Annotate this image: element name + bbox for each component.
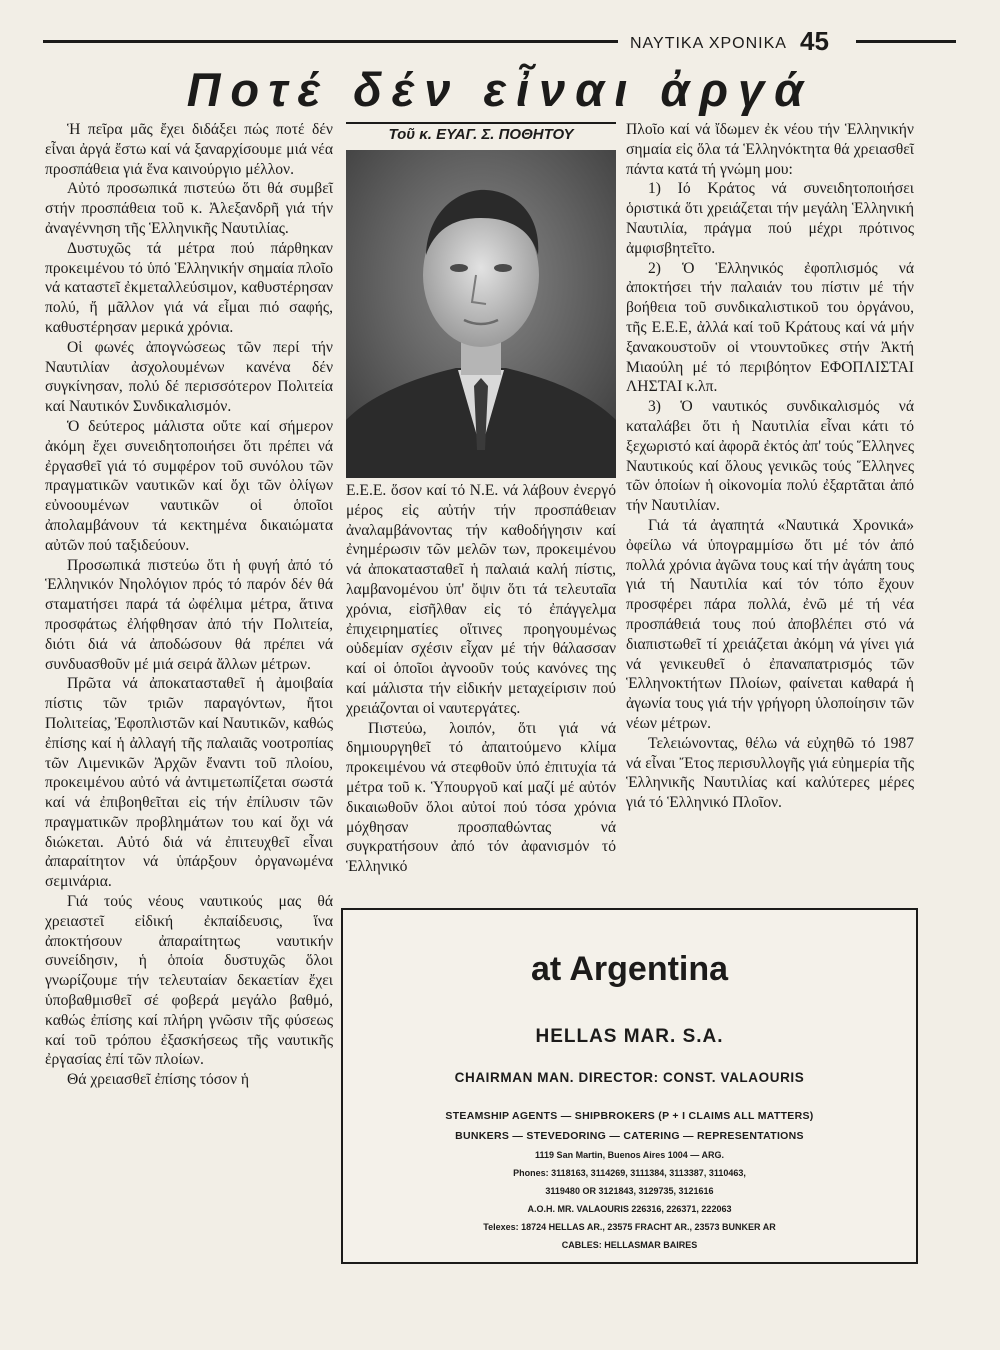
ad-phones-line-2: 3119480 OR 3121843, 3129735, 3121616: [545, 1186, 714, 1196]
ad-cables: CABLES: HELLASMAR BAIRES: [561, 1240, 698, 1250]
article-column-1: [45, 120, 333, 1090]
ad-phones-line-1: Phones: 3118163, 3114269, 3111384, 3113387, 3110463,: [513, 1168, 746, 1178]
ad-services-line-1: STEAMSHIP AGENTS — SHIPBROKERS (P + I CLAIMS ALL MATTERS): [445, 1110, 814, 1122]
author-photo: [346, 150, 616, 478]
header-rule-right: [856, 40, 956, 43]
paragraph: 2) Ὁ Ἑλληνικός ἐφοπλισμός νά ἀποκτήσει τήν παλαιάν του πίστιν μέ τήν βοήθεια τοῦ συνδικαλιστικοῦ του ὀργάνου, τῆς Ε.Ε.Ε, ἀλλά καί τοῦ Κράτους καί νά μήν ξανακουστοῦν οἱ ντουντοῦκες στήν Ἀκτή Μιαούλη μέ τό περιβόητον ΕΦΟΠΛΙΣΤΑΙ ΛΗΣΤΑΙ κ.λπ.: [626, 259, 914, 396]
paragraph: Πιστεύω, λοιπόν, ὅτι γιά νά δημιουργηθεῖ τό ἀπαιτούμενο κλίμα προκειμένου νά στεφθοῦν ὑπό ἐπιτυχία τά μέτρα τοῦ κ. Ὑπουργοῦ καί μαζί μέ αὐτόν δικαιωθοῦν ὅλοι αὐτοί πού τόσα χρόνια μόχθησαν προσπαθώντας νά συγκρατήσουν ἀπό τόν ἀφανισμόν τό Ἑλληνικό: [346, 719, 616, 876]
paragraph: Ε.Ε.Ε. ὅσον καί τό Ν.Ε. νά λάβουν ἐνεργό μέρος εἰς αὐτήν τήν προσπάθειαν ἀναλαμβάνοντας τήν καθοδήγησιν καί ἐνημέρωσιν τῶν μελῶν των, προκειμένου νά ἀποκατασταθεῖ ἡ παλαιά καλή πίστις, λαμβανομένου ὑπ' ὄψιν ὅτι τά τελευταῖα χρόνια, εἰσῆλθαν εἰς τό ἐπάγγελμα ἐπιχειρηματίες οἵτινες προηγουμένως οὐδεμίαν σχέσιν εἶχαν μέ τήν θάλασσαν καί οἱ ὁποῖοι ἀγνοοῦν τούς κανόνες της καί μάλιστα τήν εἰδικήν μεταχείρισιν πού χρειάζονται οἱ ναυτεργάτες.: [346, 482, 616, 717]
paragraph: Δυστυχῶς τά μέτρα πού πάρθηκαν προκειμένου τό ὑπό Ἑλληνικήν σημαία πλοῖο νά καταστεῖ ἐκμεταλλεύσιμον, καθυστέρησαν πολύ, ἤ μᾶλλον γιά νά εἶμαι πιό σαφής, καθυστέρησαν μερικά χρόνια.: [45, 239, 333, 336]
ad-services-line-2: BUNKERS — STEVEDORING — CATERING — REPRESENTATIONS: [455, 1130, 804, 1142]
paragraph: Γιά τά ἀγαπητά «Ναυτικά Χρονικά» ὀφείλω νά ὑπογραμμίσω ὅτι μέ τόν ἀπό πολλά χρόνια ἀγῶνα τους καί τήν ἀγάπη τους γιά τή Ναυτιλία καί τόν τόπο ἔχουν προσφέρει πάρα πολλά, ἐνῶ μέ τή νέα προσπάθειά τους πού ἀποβλέπει στό νά διαπιστωθεῖ τί χρειάζεται ἀκόμη νά γίνει γιά νά γενικευθεῖ ὁ ἐπαναπατρισμός τῶν Ἑλληνοκτήτων Πλοίων, φαίνεται καθαρά ἡ ἀγωνία τους γιά τήν γρήγορη ὑλοποίησιν τῶν νέων μέτρων.: [626, 516, 914, 732]
paragraph: Πρῶτα νά ἀποκατασταθεῖ ἡ ἀμοιβαία πίστις τῶν τριῶν παραγόντων, ἤτοι Πολιτείας, Ἐφοπλιστῶν καί Ναυτικῶν, καθώς ἐπίσης καί ἡ ἀλλαγή τῆς παλαιᾶς νοοτροπίας τῶν Λιμενικῶν Ἀρχῶν ἔναντι τοῦ πλοίου, προκειμένου αὐτό νά ἀντιμετωπίζεται σωστά καί νά ἐπιβοηθεῖται εἰς τήν ἐπίλυσιν τῶν πραγματικῶν προβλημάτων του καί ὄχι νά διώκεται. Αὐτό διά νά ἐπιτευχθεῖ εἶναι ἀπαραίτητον νά ὑπάρξουν ὀργανωμένα σεμινάρια.: [45, 675, 333, 891]
byline: Τοῦ κ. ΕΥΑΓ. Σ. ΠΟΘΗΤΟΥ: [346, 122, 616, 146]
article-column-2: [346, 481, 616, 877]
paragraph: 3) Ὁ ναυτικός συνδικαλισμός νά καταλάβει ὅτι ἡ Ναυτιλία εἶναι κάτι τό ξεχωριστό καί ἀφορᾶ ἐκτός ἀπ' τούς Ἕλληνες Ναυτικούς καί ὅλους γενικῶς τούς Ἕλληνες τῶν ὁποίων ἡ οἰκονομία πολύ ἐξαρτᾶται ἀπό τήν Ναυτιλίαν.: [626, 398, 914, 515]
paragraph: Οἱ φωνές ἀπογνώσεως τῶν περί τήν Ναυτιλίαν ἀσχολουμένων κανένα δέν συγκίνησαν, πολύ δέ περισσότερον Πολιτεία καί Ναυτικόν Συνδικαλισμόν.: [45, 338, 333, 416]
paragraph: Πλοῖο καί νά ἴδωμεν ἐκ νέου τήν Ἑλληνικήν σημαία εἰς ὅλα τά Ἑλληνόκτητα θά χρειασθεῖ πάντα κατά τή γνώμη μου:: [626, 121, 914, 178]
paragraph: Ὁ δεύτερος μάλιστα οὔτε καί σήμερον ἀκόμη ἔχει συνειδητοποιήσει ὅτι πρέπει νά ἐργασθεῖ γιά τό συμφέρον τοῦ συνόλου τῶν πραγματικῶν ναυτικῶν καί ὄχι τῶν ὀλίγων εὐνοουμένων ναυτικῶν οἱ ὁποῖοι ἀπολαμβάνουν τά κεκτημένα δικαιώματα αὐτῶν πού ταξιδεύουν.: [45, 417, 333, 554]
ad-telexes: Telexes: 18724 HELLAS AR., 23575 FRACHT AR., 23573 BUNKER AR: [483, 1222, 776, 1232]
ad-aoh: A.O.H. MR. VALAOURIS 226316, 226371, 222063: [527, 1204, 732, 1214]
ad-headline: at Argentina: [530, 950, 729, 988]
author-portrait-image: [346, 150, 616, 478]
paragraph: Προσωπικά πιστεύω ὅτι ἡ φυγή ἀπό τό Ἑλληνικόν Νηολόγιον πρός τό παρόν δέν θά σταματήσει παρά τά ὠφέλιμα μέτρα, ἅτινα προσφάτως ἐλήφθησαν ἀπό τήν Πολιτεία, διότι διά νά ἀποδώσουν θά πρέπει νά συνδυασθοῦν μέ μιά σειρά ἄλλων μέτρων.: [45, 556, 333, 673]
paragraph: Αὐτό προσωπικά πιστεύω ὅτι θά συμβεῖ στήν προσπάθεια τοῦ κ. Ἀλεξανδρῆ γιά τήν ἀναγέννηση τῆς Ἑλληνικῆς Ναυτιλίας.: [45, 180, 333, 237]
article-title: Ποτέ δέν εἶναι ἀργά: [186, 63, 814, 116]
page-number: 45: [800, 26, 829, 56]
paragraph: Γιά τούς νέους ναυτικούς μας θά χρειαστεῖ εἰδική ἐκπαίδευσις, ἵνα ἀποκτήσουν ἀπαραίτητως ναυτικήν συνείδησιν, ἡ ὁποία δυστυχῶς ὅλοι γνωρίζουμε τήν τελευταίαν δεκαετίαν ἔχει ὑποβαθμισθεῖ σέ φοβερά μεγάλο βαθμό, καθώς ἐπίσης καί πλήρη γνῶσιν τῆς φύσεως καί τοῦ τρόπου ἐξασκήσεως τῆς ναυτικῆς ἐργασίας ἐπί τῶν πλοίων.: [45, 893, 333, 1069]
paragraph: Θά χρειασθεῖ ἐπίσης τόσον ἡ: [67, 1071, 250, 1089]
advertisement-box: [341, 908, 918, 1264]
ad-address: 1119 San Martin, Buenos Aires 1004 — ARG.: [535, 1150, 724, 1160]
paragraph: 1) Ιό Κράτος νά συνειδητοποιήσει ὁριστικά ὅτι χρειάζεται τήν μεγάλη Ἑλληνική Ναυτιλία, πράγμα πού μέχρι πρότινος ἀμφισβητεῖτο.: [626, 180, 914, 257]
paragraph: Ἡ πεῖρα μᾶς ἔχει διδάξει πώς ποτέ δέν εἶναι ἀργά ἔστω καί νά ξαναρχίσουμε μιά νέα προσπάθεια γιά ἕνα καινούργιο μέλλον.: [45, 121, 333, 178]
paragraph: Τελειώνοντας, θέλω νά εὐχηθῶ τό 1987 νά εἶναι Ἔτος περισυλλογῆς γιά εὐημερία τῆς Ἑλληνικῆς Ναυτιλίας καί καλύτερες μέρες γιά τό Ἑλληνικό Πλοῖον.: [626, 734, 914, 812]
article-column-3: [626, 120, 914, 813]
ad-company-name: HELLAS MAR. S.A.: [535, 1026, 724, 1047]
header-rule-left: [43, 40, 618, 43]
ad-chairman: CHAIRMAN MAN. DIRECTOR: CONST. VALAOURIS: [454, 1070, 805, 1085]
running-head: ΝΑΥΤΙΚΑ ΧΡΟΝΙΚΑ: [630, 35, 787, 52]
